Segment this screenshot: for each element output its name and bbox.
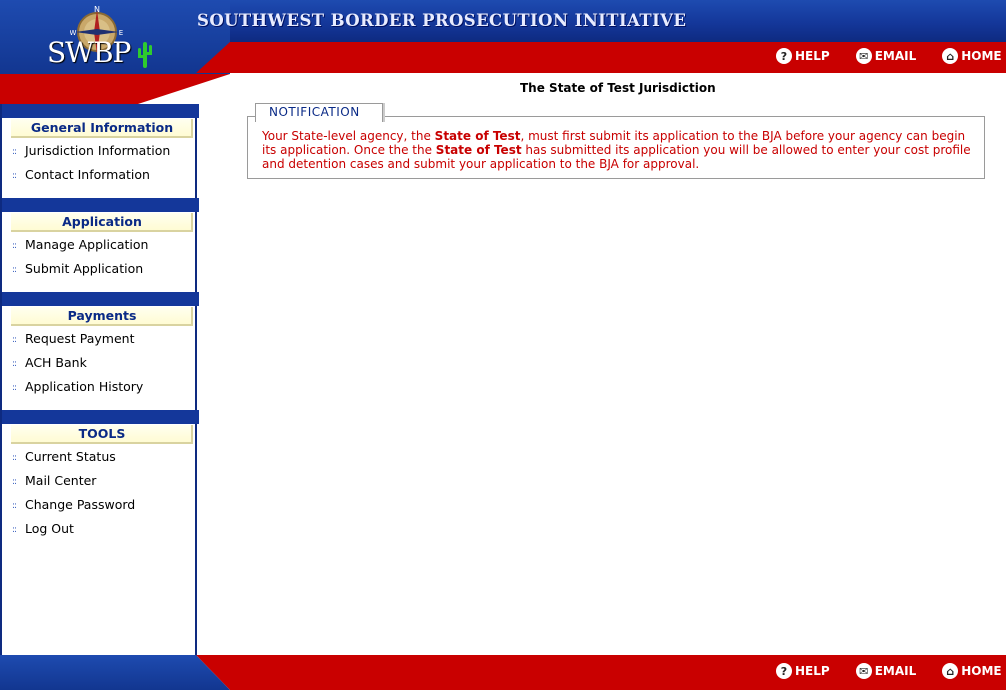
email-icon: ✉ [856, 48, 872, 64]
footer-links [776, 663, 1002, 679]
bullet-icon: :: [12, 501, 17, 511]
sidebar-section-bar [2, 198, 199, 212]
sidebar-item-manage-application[interactable] [12, 237, 148, 252]
email-link-label: EMAIL [874, 49, 917, 63]
notification-message [262, 129, 972, 171]
help-link[interactable] [776, 48, 830, 64]
sidebar-item-label: Change Password [25, 497, 136, 512]
sidebar-section-bar [2, 104, 199, 118]
sidebar-item-label: Request Payment [25, 331, 135, 346]
sidebar-item-label: Submit Application [25, 261, 144, 276]
bullet-icon: :: [12, 477, 17, 487]
sidebar-item-jurisdiction-information[interactable] [12, 143, 170, 158]
help-icon: ? [776, 48, 792, 64]
sidebar-item-application-history[interactable] [12, 379, 143, 394]
sidebar-section-bar [2, 410, 199, 424]
sidebar-item-ach-bank[interactable] [12, 355, 87, 370]
compass-north-label: N [94, 5, 100, 14]
bullet-icon: :: [12, 453, 17, 463]
sidebar-item-mail-center[interactable] [12, 473, 96, 488]
help-icon: ? [776, 663, 792, 679]
notification-text-segment: , must first submit its application to the BJA before your agency can begin its application. Once the the [262, 129, 966, 157]
sidebar-item-label: Log Out [25, 521, 74, 536]
sidebar-heading-tools: TOOLS [9, 425, 193, 444]
footer-email-label: EMAIL [874, 664, 917, 678]
sidebar-item-label: ACH Bank [25, 355, 87, 370]
home-link-label: HOME [961, 49, 1002, 63]
footer-home-label: HOME [961, 664, 1002, 678]
compass-west-label: W [70, 29, 77, 37]
notification-label: NOTIFICATION [269, 105, 360, 119]
bullet-icon: :: [12, 359, 17, 369]
sidebar-item-label: Jurisdiction Information [25, 143, 171, 158]
home-icon: ⌂ [942, 663, 958, 679]
sidebar-heading-application: Application [9, 213, 193, 232]
sidebar-item-request-payment[interactable] [12, 331, 134, 346]
help-link-label: HELP [795, 49, 830, 63]
bullet-icon: :: [12, 171, 17, 181]
header-links [776, 48, 1002, 64]
sidebar-item-label: Manage Application [25, 237, 149, 252]
notification-state-name: State of Test [435, 143, 522, 157]
compass-east-label: E [118, 29, 124, 37]
cactus-icon [138, 40, 152, 68]
sidebar-item-label: Application History [25, 379, 144, 394]
sidebar-item-change-password[interactable] [12, 497, 135, 512]
sidebar-section-bar [2, 292, 199, 306]
sidebar-item-label: Contact Information [25, 167, 150, 182]
sidebar-item-log-out[interactable] [12, 521, 74, 536]
bullet-icon: :: [12, 525, 17, 535]
footer-blue-band [0, 655, 230, 690]
site-title: SOUTHWEST BORDER PROSECUTION INITIATIVE [197, 11, 687, 30]
bullet-icon: :: [12, 241, 17, 251]
footer-help-link[interactable] [776, 663, 830, 679]
sidebar-item-submit-application[interactable] [12, 261, 143, 276]
footer-home-link[interactable] [942, 663, 1001, 679]
sidebar-heading-general-information: General Information [9, 119, 193, 138]
home-icon: ⌂ [942, 48, 958, 64]
email-icon: ✉ [856, 663, 872, 679]
sidebar-item-label: Current Status [25, 449, 116, 464]
bullet-icon: :: [12, 147, 17, 157]
email-link[interactable] [856, 48, 917, 64]
home-link[interactable] [942, 48, 1001, 64]
logo-text: SWBP [47, 36, 131, 69]
footer-help-label: HELP [795, 664, 830, 678]
sidebar-item-label: Mail Center [25, 473, 97, 488]
sidebar [0, 104, 197, 656]
bullet-icon: :: [12, 265, 17, 275]
page-title: The State of Test Jurisdiction [520, 81, 716, 95]
footer-email-link[interactable] [856, 663, 917, 679]
bullet-icon: :: [12, 335, 17, 345]
notification-state-name: State of Test [434, 129, 521, 143]
bullet-icon: :: [12, 383, 17, 393]
sidebar-heading-payments: Payments [9, 307, 193, 326]
notification-text-segment: Your State-level agency, the [262, 129, 435, 143]
header-red-band-left [0, 74, 230, 104]
sidebar-item-current-status[interactable] [12, 449, 116, 464]
sidebar-item-contact-information[interactable] [12, 167, 150, 182]
notification-text-segment: has submitted its application you will be allowed to enter your cost profile and detention cases and submit your application to the BJA for approval. [262, 143, 971, 171]
